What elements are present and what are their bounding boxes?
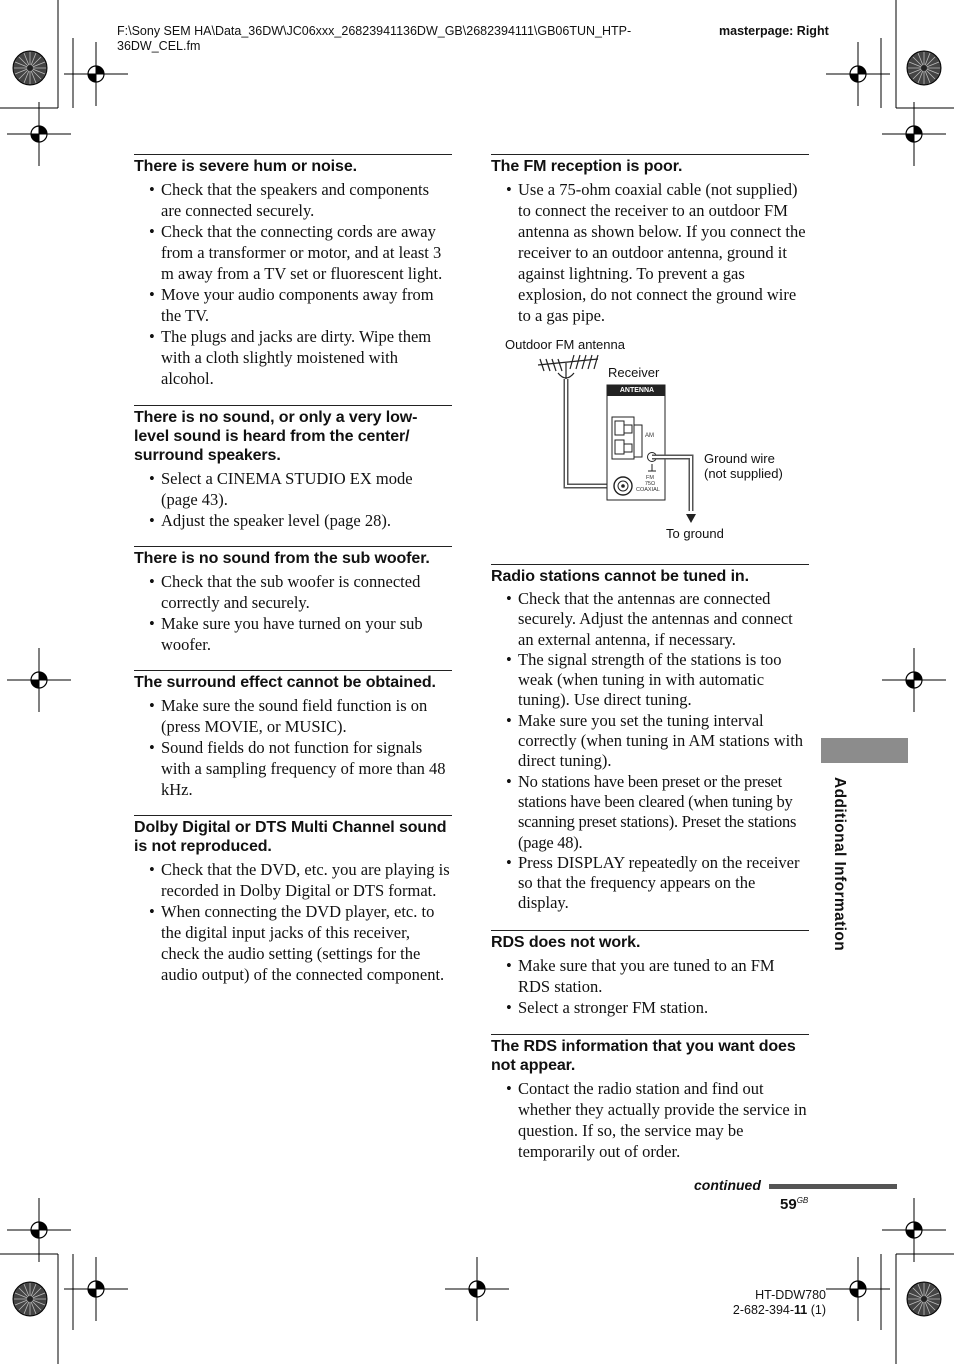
section-heading: Dolby Digital or DTS Multi Channel sound is not reproduced. [134, 819, 447, 855]
section-hum-noise [134, 154, 452, 389]
side-tab-marker [821, 738, 908, 763]
section-no-sound-subwoofer [134, 546, 452, 655]
section-heading: The RDS information that you want does not appear. [491, 1037, 796, 1074]
section-heading: The surround effect cannot be obtained. [134, 674, 436, 691]
section-heading: RDS does not work. [491, 933, 641, 951]
list-item: • Select a CINEMA STUDIO EX mode (page 43). [134, 468, 452, 510]
section-radio-tuning [491, 564, 809, 914]
page-number-value: 59 [780, 1196, 797, 1213]
continued-label: continued [694, 1177, 761, 1193]
list-item: • Check that the DVD, etc. you are playing is recorded in Dolby Digital or DTS format. [134, 859, 452, 901]
ground-wire-label [704, 451, 783, 481]
receiver-label: Receiver [608, 365, 660, 380]
side-tab-label: Additional Information [831, 777, 848, 952]
section-heading: There is no sound, or only a very low-level sound is heard from the center/ surround speakers. [134, 409, 418, 464]
list-item: • The plugs and jacks are dirty. Wipe them with a cloth slightly moistened with alcohol. [134, 326, 452, 389]
fm-coaxial-label [643, 475, 657, 487]
am-label: AM [645, 433, 654, 439]
list-item: • Adjust the speaker level (page 28). [134, 510, 452, 531]
section-heading: There is no sound from the sub woofer. [134, 550, 430, 567]
antenna-connection-diagram [500, 335, 810, 545]
outdoor-fm-antenna-label: Outdoor FM antenna [505, 337, 625, 352]
to-ground-label: To ground [666, 526, 724, 541]
coaxial-label: COAXIAL [636, 487, 660, 493]
list-item: • Sound fields do not function for signals with a sampling frequency of more than 48 kHz. [134, 737, 452, 800]
list-item: • Move your audio components away from the TV. [134, 284, 452, 326]
list-item: • Contact the radio station and find out whether they actually provide the service in question. If so, the service may be temporarily out of order. [491, 1078, 809, 1162]
list-item: • Make sure that you are tuned to an FM RDS station. [491, 955, 809, 997]
list-item: • Use a 75-ohm coaxial cable (not supplied) to connect the receiver to an outdoor FM antenna as shown below. If you connect the receiver to an outdoor antenna, ground it against lightning. To prevent a gas explosion, do not connect the ground wire to a gas pipe. [491, 179, 809, 326]
list-item: • The signal strength of the stations is too weak (when tuning in with automatic tuning). Use direct tuning. [491, 650, 809, 711]
list-item: • Check that the speakers and components are connected securely. [134, 179, 452, 221]
masterpage-label: masterpage: Right [719, 24, 829, 38]
part-number-suffix: (1) [807, 1303, 826, 1317]
section-no-sound-center [134, 405, 452, 531]
list-item: • Make sure you have turned on your sub woofer. [134, 613, 452, 655]
antenna-panel-label: ANTENNA [619, 387, 655, 394]
list-item: • When connecting the DVD player, etc. to the digital input jacks of this receiver, check the audio setting (settings for the audio output) of the connected component. [134, 901, 452, 985]
outdoor-antenna-icon [538, 355, 598, 379]
list-item: • Select a stronger FM station. [491, 997, 809, 1018]
part-number-prefix: 2-682-394- [732, 1303, 795, 1317]
right-column-bottom [491, 564, 809, 1162]
ground-wire-line-2: (not supplied) [704, 466, 783, 481]
fm-label: FM [646, 475, 654, 481]
model-number: HT-DDW780 [755, 1288, 826, 1302]
list-item: • Make sure the sound field function is on (press MOVIE, or MUSIC). [134, 695, 452, 737]
list-item: • Make sure you set the tuning interval correctly (when tuning in AM stations with direct tuning). [491, 711, 809, 772]
list-item: • Check that the sub woofer is connected correctly and securely. [134, 571, 452, 613]
list-item: • No stations have been preset or the preset stations have been cleared (when tuning by scanning preset stations). Preset the stations (page 48). [491, 772, 809, 853]
page-language-suffix: GB [796, 1196, 809, 1205]
section-rds-info [491, 1034, 809, 1162]
list-item: • Check that the connecting cords are away from a transformer or motor, and at least 3 m away from a TV set or fluorescent light. [134, 221, 452, 284]
ground-wire-line-1: Ground wire [704, 451, 775, 466]
page-number [780, 1196, 808, 1213]
model-info [723, 1288, 826, 1318]
section-fm-reception [491, 154, 809, 326]
list-item: • Check that the antennas are connected securely. Adjust the antennas and connect an external antenna, if necessary. [491, 589, 809, 650]
left-column [134, 154, 452, 985]
part-number-revision: 11 [794, 1303, 808, 1317]
section-heading: The FM reception is poor. [491, 158, 683, 175]
fm-impedance-label: 75Ω [644, 481, 656, 487]
right-column-top [491, 154, 809, 326]
section-rds-not-work [491, 930, 809, 1018]
list-item: • Press DISPLAY repeatedly on the receiver so that the frequency appears on the display. [491, 853, 809, 914]
section-heading: There is severe hum or noise. [134, 158, 357, 175]
part-number [723, 1303, 826, 1318]
section-dolby-dts [134, 815, 452, 985]
continued-bar [769, 1184, 897, 1189]
section-heading: Radio stations cannot be tuned in. [491, 568, 749, 585]
section-surround-effect [134, 670, 452, 800]
file-path-header: F:\Sony SEM HA\Data_36DW\JC06xxx_26823941136DW_GB\2682394111\GB06TUN_HTP-36DW_CEL.fm [117, 24, 632, 53]
